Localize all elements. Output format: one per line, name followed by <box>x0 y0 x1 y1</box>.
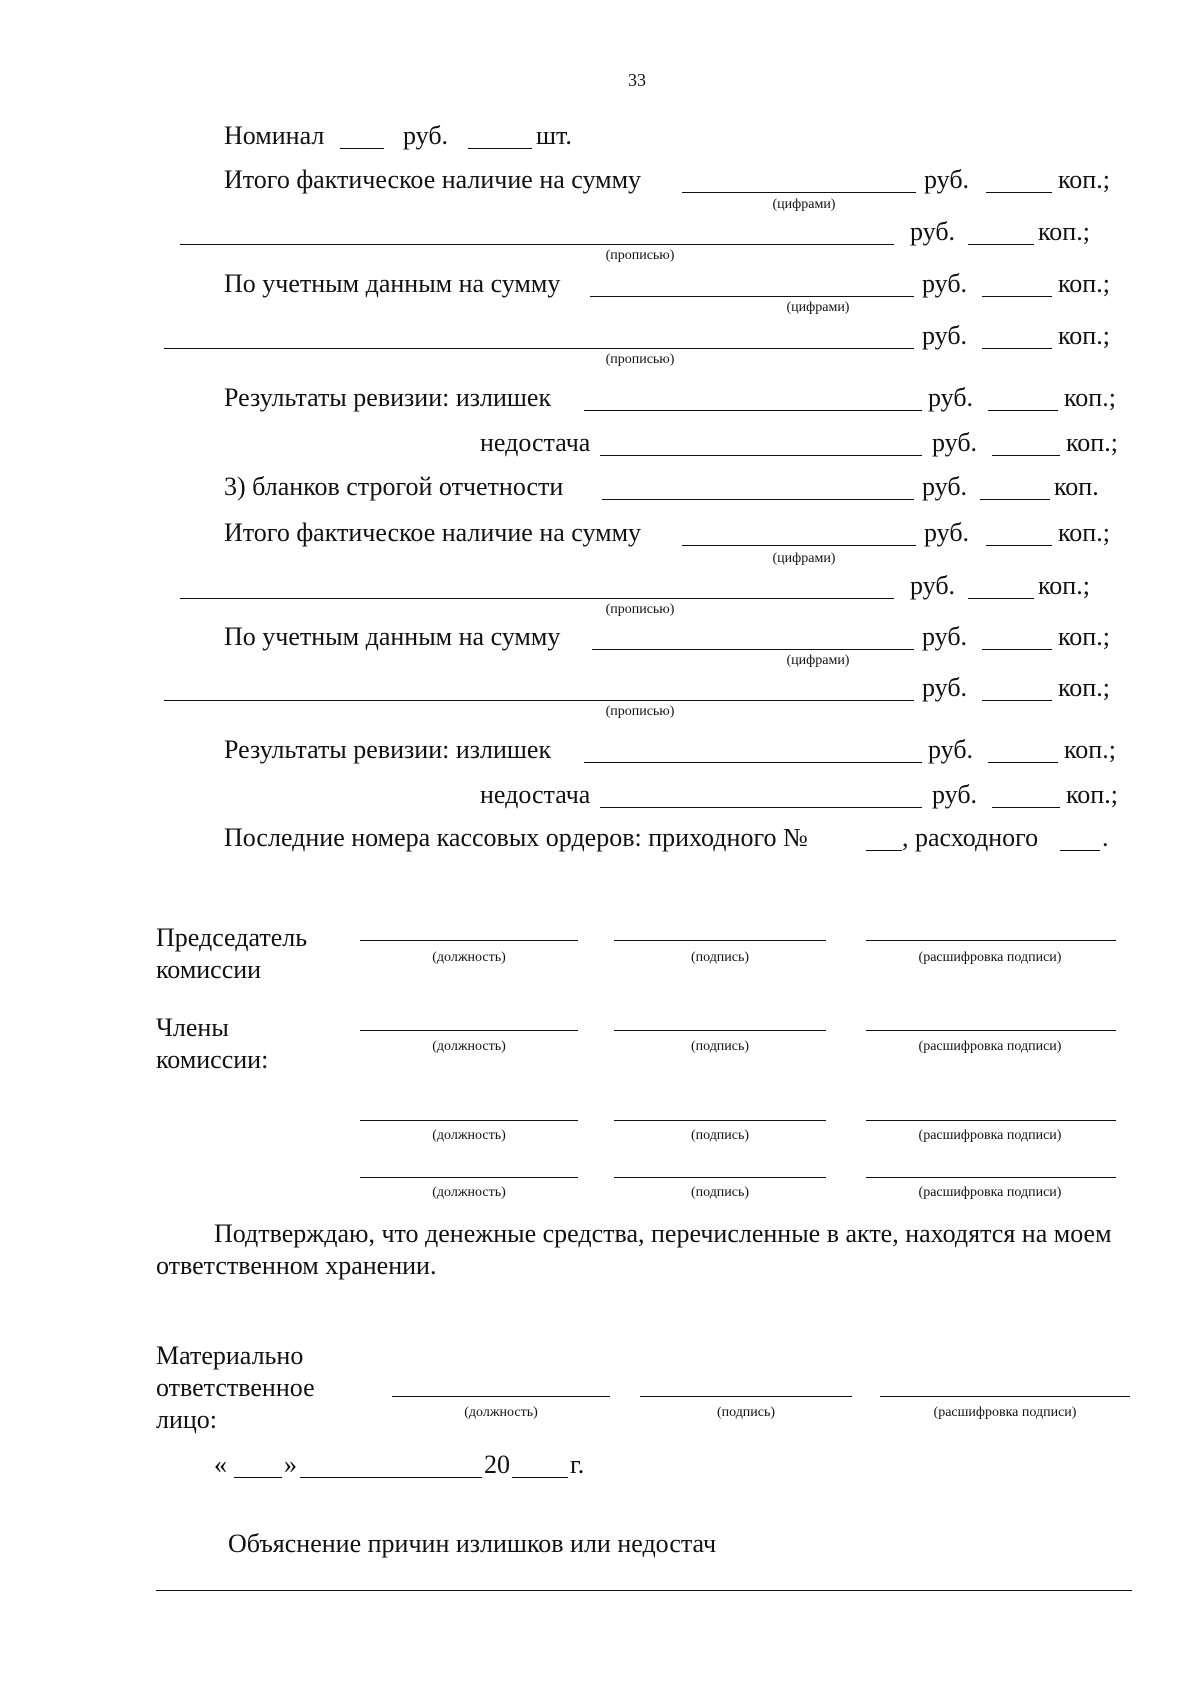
total-actual-digits-field[interactable] <box>682 192 916 193</box>
surplus-kop-field[interactable] <box>988 410 1058 411</box>
responsible-label: Материально <box>156 1341 304 1370</box>
rub-label: руб. <box>922 321 968 350</box>
member3-signature-field[interactable] <box>614 1177 826 1178</box>
responsible-decoding-field[interactable] <box>880 1396 1130 1397</box>
by-accounting-words-kop-field[interactable] <box>982 700 1052 701</box>
member1-position-field[interactable] <box>360 1030 578 1031</box>
kop-label: коп.; <box>1058 269 1110 298</box>
kop-label: коп.; <box>1066 780 1118 809</box>
chairman-label: Председатель <box>156 923 308 952</box>
chairman-signature-field[interactable] <box>614 940 826 941</box>
member1-signature-field[interactable] <box>614 1030 826 1031</box>
by-accounting-digits-field[interactable] <box>592 649 914 650</box>
kop-label: коп.; <box>1058 321 1110 350</box>
strict-forms-field[interactable] <box>602 499 914 500</box>
caption-words: (прописью) <box>605 352 675 367</box>
by-accounting-kop-field[interactable] <box>982 296 1052 297</box>
date-open-quote: « <box>214 1450 227 1479</box>
strict-forms-label: 3) бланков строгой отчетности <box>224 472 564 501</box>
rub-label: руб. <box>932 780 978 809</box>
caption-decoding: (расшифровка подписи) <box>918 1185 1062 1200</box>
caption-digits: (цифрами) <box>786 300 850 315</box>
caption-decoding: (расшифровка подписи) <box>918 950 1062 965</box>
rub-label: руб. <box>928 383 974 412</box>
responsible-signature-field[interactable] <box>640 1396 852 1397</box>
caption-digits: (цифрами) <box>772 551 836 566</box>
explanation-label: Объяснение причин излишков или недостач <box>228 1529 717 1558</box>
incoming-order-number-field[interactable] <box>866 850 902 851</box>
member2-position-field[interactable] <box>360 1120 578 1121</box>
rub-label: руб. <box>910 571 956 600</box>
shortage-field[interactable] <box>600 455 922 456</box>
surplus-field[interactable] <box>584 410 922 411</box>
member3-decoding-field[interactable] <box>866 1177 1116 1178</box>
kop-label: коп.; <box>1066 428 1118 457</box>
caption-words: (прописью) <box>605 602 675 617</box>
outgoing-order-number-field[interactable] <box>1060 850 1100 851</box>
date-year-prefix: 20 <box>484 1450 510 1479</box>
member2-signature-field[interactable] <box>614 1120 826 1121</box>
kop-label: коп.; <box>1058 165 1110 194</box>
date-day-field[interactable] <box>234 1477 282 1478</box>
total-actual-kop-field[interactable] <box>986 192 1052 193</box>
by-accounting-words-field[interactable] <box>164 348 914 349</box>
by-accounting-words-field[interactable] <box>164 700 914 701</box>
kop-label: коп.; <box>1058 518 1110 547</box>
date-month-field[interactable] <box>300 1477 482 1478</box>
caption-decoding: (расшифровка подписи) <box>918 1128 1062 1143</box>
shortage-label: недостача <box>480 780 591 809</box>
chairman-position-field[interactable] <box>360 940 578 941</box>
by-accounting-words-kop-field[interactable] <box>982 348 1052 349</box>
period: . <box>1102 823 1109 852</box>
caption-words: (прописью) <box>605 704 675 719</box>
chairman-label-2: комиссии <box>156 955 262 984</box>
total-actual-words-field[interactable] <box>180 598 894 599</box>
caption-signature: (подпись) <box>690 1128 750 1143</box>
caption-words: (прописью) <box>605 248 675 263</box>
rub-label: руб. <box>403 121 449 150</box>
shortage-field[interactable] <box>600 807 922 808</box>
rub-label: руб. <box>922 269 968 298</box>
responsible-position-field[interactable] <box>392 1396 610 1397</box>
by-accounting-digits-field[interactable] <box>590 296 914 297</box>
member2-decoding-field[interactable] <box>866 1120 1116 1121</box>
total-actual-label: Итого фактическое наличие на сумму <box>224 165 642 194</box>
caption-signature: (подпись) <box>690 950 750 965</box>
rub-label: руб. <box>922 673 968 702</box>
kop-label: коп.; <box>1038 217 1090 246</box>
shortage-label: недостача <box>480 428 591 457</box>
caption-digits: (цифрами) <box>772 197 836 212</box>
kop-label: коп.; <box>1064 383 1116 412</box>
rub-label: руб. <box>924 165 970 194</box>
outgoing-label: , расходного <box>902 823 1039 852</box>
rub-label: руб. <box>924 518 970 547</box>
member1-decoding-field[interactable] <box>866 1030 1116 1031</box>
date-year-field[interactable] <box>512 1477 568 1478</box>
caption-position: (должность) <box>432 1128 506 1143</box>
caption-position: (должность) <box>432 1185 506 1200</box>
caption-position: (должность) <box>432 1039 506 1054</box>
caption-decoding: (расшифровка подписи) <box>918 1039 1062 1054</box>
rub-label: руб. <box>928 735 974 764</box>
caption-signature: (подпись) <box>716 1405 776 1420</box>
responsible-label-2: ответственное <box>156 1373 315 1402</box>
surplus-kop-field[interactable] <box>988 762 1058 763</box>
total-actual-digits-field[interactable] <box>682 545 916 546</box>
confirmation-text: Подтверждаю, что денежные средства, перечисленные в акте, находятся на моем ответственном хранении. <box>156 1219 1112 1280</box>
kop-label: коп.; <box>1038 571 1090 600</box>
caption-position: (должность) <box>432 950 506 965</box>
results-surplus-label: Результаты ревизии: излишек <box>224 735 552 764</box>
member3-position-field[interactable] <box>360 1177 578 1178</box>
nominal-rub-field[interactable] <box>340 148 384 149</box>
rub-label: руб. <box>910 217 956 246</box>
caption-signature: (подпись) <box>690 1185 750 1200</box>
rub-label: руб. <box>922 622 968 651</box>
kop-label: коп.; <box>1064 735 1116 764</box>
total-actual-words-field[interactable] <box>180 244 894 245</box>
page-number: 33 <box>628 70 646 90</box>
by-accounting-label: По учетным данным на сумму <box>224 269 561 298</box>
date-close-quote: » <box>284 1450 297 1479</box>
chairman-decoding-field[interactable] <box>866 940 1116 941</box>
shortage-kop-field[interactable] <box>992 455 1060 456</box>
date-year-suffix: г. <box>570 1450 585 1479</box>
kop-label: коп. <box>1054 472 1099 501</box>
nominal-label: Номинал <box>224 121 325 150</box>
last-orders-label: Последние номера кассовых ордеров: приходного № <box>224 823 808 852</box>
total-actual-words-kop-field[interactable] <box>968 244 1034 245</box>
caption-position: (должность) <box>464 1405 538 1420</box>
responsible-label-3: лицо: <box>156 1405 218 1434</box>
rub-label: руб. <box>932 428 978 457</box>
rub-label: руб. <box>922 472 968 501</box>
total-actual-words-kop-field[interactable] <box>968 598 1034 599</box>
nominal-qty-field[interactable] <box>468 148 532 149</box>
caption-decoding: (расшифровка подписи) <box>933 1405 1077 1420</box>
kop-label: коп.; <box>1058 673 1110 702</box>
sht-label: шт. <box>536 121 572 150</box>
kop-label: коп.; <box>1058 622 1110 651</box>
explanation-field[interactable] <box>156 1590 1132 1591</box>
surplus-field[interactable] <box>584 762 922 763</box>
results-surplus-label: Результаты ревизии: излишек <box>224 383 552 412</box>
total-actual-label: Итого фактическое наличие на сумму <box>224 518 642 547</box>
by-accounting-label: По учетным данным на сумму <box>224 622 561 651</box>
members-label: Члены <box>156 1013 229 1042</box>
caption-digits: (цифрами) <box>786 653 850 668</box>
strict-forms-kop-field[interactable] <box>980 499 1050 500</box>
shortage-kop-field[interactable] <box>992 807 1060 808</box>
members-label-2: комиссии: <box>156 1045 269 1074</box>
by-accounting-kop-field[interactable] <box>982 649 1052 650</box>
caption-signature: (подпись) <box>690 1039 750 1054</box>
total-actual-kop-field[interactable] <box>986 545 1052 546</box>
